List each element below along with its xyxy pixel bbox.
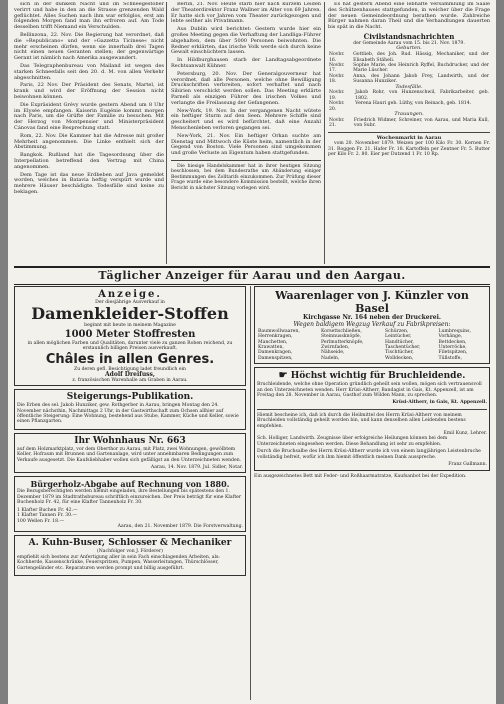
news-paragraph: In Hildburghausen starb der Landtagsabgeordnete Rechtsanwalt Kühner.: [171, 57, 321, 69]
testimonial-signature: Franz Gallmann.: [448, 462, 487, 468]
ad-line: beginnt mit heute in meinem Magazine: [84, 323, 176, 329]
column-divider: [250, 286, 251, 700]
goods-item: Perlmutterknöpfe,: [321, 339, 364, 345]
market-report: vom 20. November 1879. Weizen per 100 Kilo Fr. 30. Kernen Fr. 31. Roggen Fr. 21. Hafer Fr. 18. Kartoffeln per Zentner Fr. 5. Butter per Kilo Fr. 2. 80. Eier per Dutzend 1 Fr. 10 Rp.: [328, 141, 490, 158]
ad-subtitle: Der diesjährige Ausverkauf in: [95, 300, 165, 305]
ad-text: auf dem Holzmarktplatz, vor dem Oberthor zu Aarau, mit Platz, zwei Wohnungen, gewölbtem Keller, Hofraum mit Brunnen und Gartenanlage, wird unter annehmbaren Bedingungen zum Verkaufe ausgesetzt. Die Kaufsliebhaber wollen sich gefälligst an den Unterzeichneten wenden.: [17, 446, 242, 463]
news-paragraph: Bellinzona, 22. Nov. Die Regierung hat verordnet, daß die »Republicano« und der »Gazzetta Ticinese« nicht mehr erscheinen dürfen, wenn sie innerhalb drei Tagen nicht einen neuen Geranten stellen; der gegenwärtige Gerant ist nämlich nach Amerika ausgewandert.: [14, 31, 164, 62]
goods-item: Wolldecken,: [385, 355, 414, 361]
ad-signature: Aarau, den 21. November 1879. Die Forstverwaltung.: [117, 523, 243, 529]
goods-item: Handtücher,: [385, 339, 414, 345]
goods-item: Steinnussknöpfe,: [321, 334, 362, 340]
births-heading: Geburten.: [396, 45, 422, 52]
goods-item: Schürzen,: [385, 328, 409, 334]
ad-chales: Châles in allen Genres.: [45, 351, 215, 367]
news-paragraph: New-York, 21. Nov. Ein heftiger Orkan suchte am Dienstag und Mittwoch die Küste heim, namentlich in der Gegend von Boston. Viele Personen sind umgekommen und große Verluste an Eigentum haben stattgefunden.: [171, 132, 321, 157]
news-paragraph: Dem Tage ist das neue Erdbeben auf Java gemeldet worden, welches in Batavia heftig verspürt wurde und mehrere Häuser beschädigte. Todesfälle sind keine zu beklagen.: [14, 171, 164, 195]
ad-text: Die Erben des sel. Jakob Hunziker, gew. Rothgerber in Aarau, bringen Montag den 24. November nächsthin, Nachmittags 2 Uhr, in der Gastwirthschaft zum Ochsen allhier auf öffentliche Steigerung: Eine Wohnung, bestehend aus Stube, Kammer, Küche und Keller, sowie einen Pflanzgarten.: [17, 403, 239, 425]
ad-title: [257, 370, 487, 382]
date-cell: Novbr. 17.: [329, 63, 345, 74]
goods-item: Vorhänge,: [438, 334, 463, 340]
news-paragraph: Die Expräsident Grévy wurde gestern Abend um 8 Uhr im Elysée empfangen. Kaiserin Eugénie kommt morgen nach Paris, um die Grüfte der Familie zu besuchen. Mit der Herzog von Montpensier und Ministerpräsident Cánovas fand eine Besprechung statt.: [14, 101, 164, 131]
goods-item: Damenkragen,: [258, 350, 293, 356]
date-cell: Novbr. 19.: [329, 90, 345, 101]
ad-invite: Zu deren gefl. Besichtigung ladet freundlich ein: [74, 366, 186, 372]
births-table: [328, 52, 490, 84]
entry-cell: Gottlieb, des Joh. Rud. Hässig, Mechaniker, und der Elisabeth Stäheli.: [353, 52, 489, 63]
date-cell: Novbr. 18.: [329, 73, 345, 85]
newspaper-page: [8, 0, 496, 704]
news-paragraph: Bangkok. Rußland hat die Tagesordnung über die Interpellation betreffend den Vertrag mit China angenommen.: [14, 152, 164, 170]
entry-cell: Anna, des Johann Jakob Frey, Landwirth, und der Susanna Hunziker.: [353, 73, 489, 85]
table-row: [328, 90, 490, 101]
ad-headline: Damenkleider-Stoffen: [31, 304, 229, 324]
ad-text: Bruchleidende, welche ohne Operation gründlich geheilt sein wollen, mögen sich vertrauensvoll an den Unterzeichneten wenden. Herr Krüsi-Altherr, Bandagist in Gais, Kt. Appenzell, ist am Freitag den 28. November in Aarau, Gasthof zum Wilden Mann, zu sprechen.: [257, 382, 482, 399]
date-cell: Novbr. 20.: [329, 101, 345, 112]
goods-item: Korsettschließen,: [321, 328, 362, 334]
ad-subtitle: Wegen baldigem Wegzug Verkauf zu Fabrikpreisen:: [293, 320, 451, 328]
date-cell: Novbr. 16.: [329, 52, 345, 63]
deaths-table: [328, 90, 490, 112]
goods-item: Taschentücher,: [385, 345, 421, 351]
goods-item: Zwirnfaden,: [321, 345, 350, 351]
ads-column-right: [254, 286, 490, 700]
goods-item: Herrenkragen,: [258, 334, 293, 340]
news-paragraph: Paris, 22 Nov. Der Präsident des Senats, Martel, ist krank und wird der Eröffnung der Session nicht beiwohnen können.: [14, 82, 164, 100]
market-heading: Wochenmarkt in Aarau: [376, 134, 442, 141]
bed-ad: Ein ausgezeichnetes Bett mit Feder- und Roßhaarmatratze, Kaufsanbot bei der Expedition.: [254, 473, 467, 479]
date-cell: Novbr. 21.: [329, 117, 345, 129]
section-rule: [328, 132, 490, 133]
ad-signature: Krüsi-Altherr, in Gais, Kt. Appenzell.: [392, 400, 487, 406]
goods-item: Unterröcke,: [438, 345, 467, 351]
column-divider: [166, 2, 167, 264]
ad-subtitle: (Nachfolger von J. Förderer): [97, 549, 163, 555]
news-paragraph: Petersburg, 20. Nov. Der Generalgouverneur hat verordnet, daß alle Personen, welche ohne Bewilligung Druckschriften verbreiten, sofort verhaftet und nach Sibirien verschickt werden sollen. Das Meeting erklärte Parnell als einzigen Führer des irischen Volkes und verlangte die Freilassung der Gefangenen.: [171, 70, 321, 106]
pointing-hand-icon: ☛: [278, 370, 288, 382]
goods-table: [257, 329, 487, 361]
entry-cell: Sophie Marie, des Heinrich Ryffel, Buchdrucker, und der Marie Lüscher.: [353, 63, 489, 74]
table-row: [328, 118, 490, 129]
firewood-ad: [14, 476, 246, 532]
ad-text: Die Bezugsberechtigten werden hiemit eingeladen, ihre Bestellungen bis spätestens den 1. Dezember 1879 im Stadtrathsbureau schriftlich einzureichen. Der Preis beträgt für eine Klafter Buchenholz Fr. 42, für eine Klafter Tannenholz Fr. 30.: [17, 489, 242, 506]
news-paragraph: Aus Dublin wird berichtet: Gestern wurde hier ein großes Meeting gegen die Verhaftung der Landliga-Führer abgehalten, dem über 5000 Personen beiwohnten. Die Redner erklärten, das irische Volk werde sich durch keine Gewalt einschüchtern lassen.: [171, 26, 321, 56]
ad-title: Anzeige.: [98, 289, 162, 300]
entry-cell: Jakob Rohr, von Hunzenschwil, Fabrikarbeiter, geb. 1802.: [355, 90, 489, 101]
testimonial-signature: Emil Kunz, Lehrer.: [443, 431, 487, 437]
ad-description: in allen möglichen Farben und Qualitäten, darunter viele zu ganzen Roben reichend, zu erstaunlich billigen Preisen ausverkauft.: [27, 340, 233, 352]
fabric-sale-ad: [14, 286, 246, 386]
locksmith-ad: [14, 535, 246, 576]
news-paragraph: sich in der dunkeln Nacht und im Schneegestöber verirrt und habe in den an die Strasse grenzenden Wald geflüchtet. Alles Suchen nach ihm war erfolglos, erst am folgenden Morgen fand man ihn erfroren auf. Am Tode desselben trifft Niemand ein Verschulden.: [14, 2, 164, 31]
ad-merchant-address: z. französischen Warenhalle am Graben in Aarau.: [72, 377, 188, 383]
goods-item: Nadeln,: [321, 355, 340, 361]
news-column-1: [14, 2, 164, 264]
section-rule: [257, 409, 487, 410]
goods-item: Leintücher,: [385, 334, 412, 340]
ad-text: empfiehlt sich bestens zur Anfertigung aller in sein Fach einschlagenden Arbeiten, als: Kochherde, Kassenschränke, Feuerspritzen, Pumpen, Wasserleitungen, Thürschlösser, Gartengeländer etc. Reparaturen werden prompt und billig ausgeführt.: [17, 554, 220, 571]
hernia-ad: [254, 367, 490, 470]
goods-item: Manchetten,: [258, 339, 288, 345]
ad-merchant: Adolf Dreifuss,: [104, 371, 156, 379]
news-paragraph: Es hat gestern Abend eine lebhafte Versammlung im Saale des Schützenhauses stattgefunden, in welcher über die Frage der neuen Gemeindeordnung berathen wurde. Zahlreiche Bürger nahmen daran Theil und die Verhandlungen dauerten bis spät in die Nacht.: [328, 2, 490, 31]
ad-title: Steigerungs-Publikation.: [66, 392, 194, 403]
news-paragraph: Rom, 22. Nov. Die Kammer hat die Adresse mit großer Mehrheit angenommen. Die Linke enthielt sich der Abstimmung.: [14, 132, 164, 151]
civil-status-subheading: der Gemeinde Aarau vom 15. bis 21. Nov. 1879.: [353, 40, 465, 46]
goods-item: Nähseide,: [321, 350, 345, 356]
entry-cell: Friedrich Widmer, Schreiner, von Aarau, und Maria Kull, von Suhr.: [353, 117, 489, 129]
goods-item: Bettdecken,: [438, 339, 467, 345]
column-divider: [324, 2, 325, 264]
table-row: [328, 74, 490, 85]
ad-signature: Aarau, 14. Nov. 1879. Jul. Sidler, Notar.: [150, 465, 243, 471]
ad-title: A. Kuhn-Buser, Schlosser & Mechaniker: [28, 538, 232, 549]
goods-item: Tischtücher,: [385, 350, 414, 356]
goods-item: Filetspitzen,: [438, 350, 468, 356]
goods-item: Baumwollwaaren,: [258, 328, 300, 334]
news-paragraph: Berlin, 21. Nov. Heute starb hier nach kurzem Leiden der Theaterdirektor Franz Wallner im Alter von 69 Jahren. Er hatte sich vor Jahren vom Theater zurückgezogen und lebte seither als Privatmann.: [171, 2, 321, 25]
ad-quantity: 1000 Meter Stoffresten: [64, 328, 196, 340]
goods-item: Damenspitzen,: [258, 355, 293, 361]
ad-title-text: Höchst wichtig für Bruchleidende.: [290, 371, 466, 382]
table-row: [257, 356, 487, 361]
entry-cell: Verena Hauri geb. Lüthy, von Reinach, geb. 1814.: [355, 101, 472, 107]
news-paragraph: Das Telegraphenbureau von Mailand ist wegen des starken Schneefalls seit den 20. d. M. von allen Verkehr abgeschnitten.: [14, 62, 164, 81]
marriages-heading: Trauungen.: [394, 111, 424, 118]
goods-item: Tüllstoffe,: [438, 355, 462, 361]
price-list-item: 1 Klafter Buchen Fr. 42.—: [17, 507, 78, 513]
ad-address: Kirchgasse Nr. 164 neben der Druckerei.: [303, 314, 441, 321]
section-rule: [171, 160, 321, 161]
ad-title: Waarenlager von J. Künzler von Basel: [275, 289, 469, 315]
testimonial: Durch die Bruchsalbe des Herrn Krüsi-Altherr wurde ich von einem langjährigen Leistenbruche vollständig befreit, wofür ich ihm hiemit öffentlich meinen Dank ausspreche.: [257, 449, 481, 460]
testimonial: Sch. Holliger, Landwirth. Zeugnisse über erfolgreiche Heilungen können bei dem Unterzeichneten eingesehen werden. Diese Behandlung ist sehr zu empfehlen.: [257, 436, 448, 447]
deaths-heading: Todesfälle.: [395, 83, 423, 90]
goods-item: Krawatten,: [258, 345, 284, 351]
news-column-2: [171, 2, 321, 264]
section-banner: Täglicher Anzeiger für Aarau und den Aargau.: [14, 266, 490, 285]
price-list-item: 100 Wellen Fr. 18.—: [17, 518, 65, 524]
table-row: [328, 63, 490, 74]
table-row: [328, 52, 490, 63]
ad-title: Bürgerholz-Abgabe auf Rechnung von 1880.: [30, 479, 230, 490]
goods-item: Lumbrequins,: [438, 328, 471, 334]
ad-title: Ihr Wohnhaus Nr. 663: [74, 435, 186, 446]
price-list-item: 1 Klafter Tannen Fr. 30.—: [17, 513, 78, 519]
news-paragraph: New-York, 19. Nov. In der vergangenen Nacht wütete ein heftiger Sturm auf den Seen. Mehrere Schiffe sind gescheitert und es wird befürchtet, daß eine Anzahl Menschenleben verloren gegangen sei.: [171, 107, 321, 131]
news-paragraph: Die hiesige Handelskammer hat in ihrer heutigen Sitzung beschlossen, bei dem Bundesrathe um Abänderung einiger Bestimmungen des Zolltarifs einzukommen. Zur Prüfung dieser Frage wurde eine besondere Kommission bestellt, welche ihren Bericht in nächster Sitzung vorlegen wird.: [171, 163, 321, 191]
house-ad: [14, 433, 246, 474]
marriages-table: [328, 118, 490, 129]
warehouse-ad: [254, 286, 490, 364]
testimonial: Hiemit bescheine ich, daß ich durch die Heilmittel des Herrn Krüsi-Altherr von meinem Bruchleiden vollständig geheilt worden bin, und kann denselben allen Leidenden bestens empfehlen.: [257, 412, 466, 429]
ads-column-left: [14, 286, 246, 700]
auction-ad: [14, 389, 246, 430]
news-column-3: [328, 2, 490, 264]
civil-status-heading: Civilstandsnachrichten: [363, 31, 455, 41]
